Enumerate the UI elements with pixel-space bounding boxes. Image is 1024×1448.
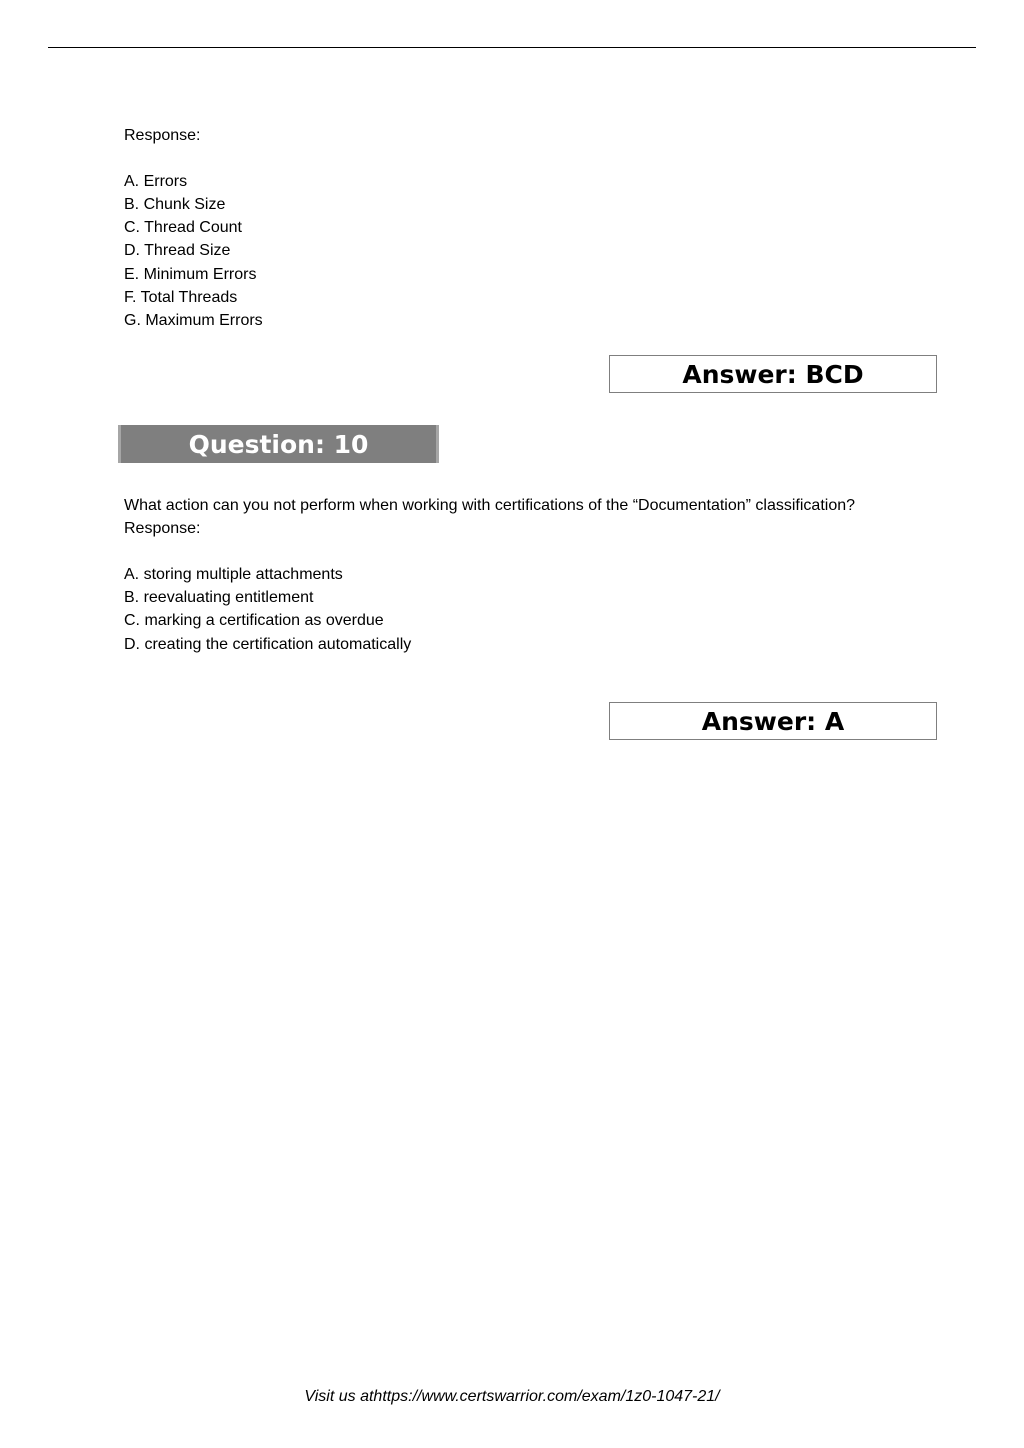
q9-options-block	[124, 124, 928, 332]
q9-option-d: D. Thread Size	[124, 242, 231, 260]
q10-header	[118, 425, 439, 463]
q9-option-a: A. Errors	[124, 173, 188, 191]
spacer	[124, 147, 928, 170]
q10-answer-box: Answer: A	[609, 702, 937, 740]
q10-option-a: A. storing multiple attachments	[124, 566, 343, 584]
q10-question-text: What action can you not perform when working with certifications of the “Documentation” classification?	[124, 497, 856, 514]
q9-option-g: G. Maximum Errors	[124, 311, 263, 329]
q10-option-d: D. creating the certification automatically	[124, 635, 412, 653]
top-rule	[48, 47, 976, 48]
q10-response-label: Response:	[124, 520, 201, 538]
q10-option-b: B. reevaluating entitlement	[124, 589, 314, 607]
q9-response-label: Response:	[124, 127, 201, 144]
spacer	[124, 540, 928, 563]
footer-link-text: Visit us athttps://www.certswarrior.com/exam/1z0-1047-21/	[304, 1388, 720, 1405]
q10-option-c: C. marking a certification as overdue	[124, 612, 384, 630]
q10-body-block	[124, 494, 928, 656]
q10-header-label: Question: 10	[188, 429, 369, 459]
q9-option-c: C. Thread Count	[124, 219, 242, 237]
q9-option-f: F. Total Threads	[124, 288, 238, 306]
q9-option-b: B. Chunk Size	[124, 196, 226, 214]
q9-option-e: E. Minimum Errors	[124, 265, 257, 283]
q9-answer-box: Answer: BCD	[609, 355, 937, 393]
